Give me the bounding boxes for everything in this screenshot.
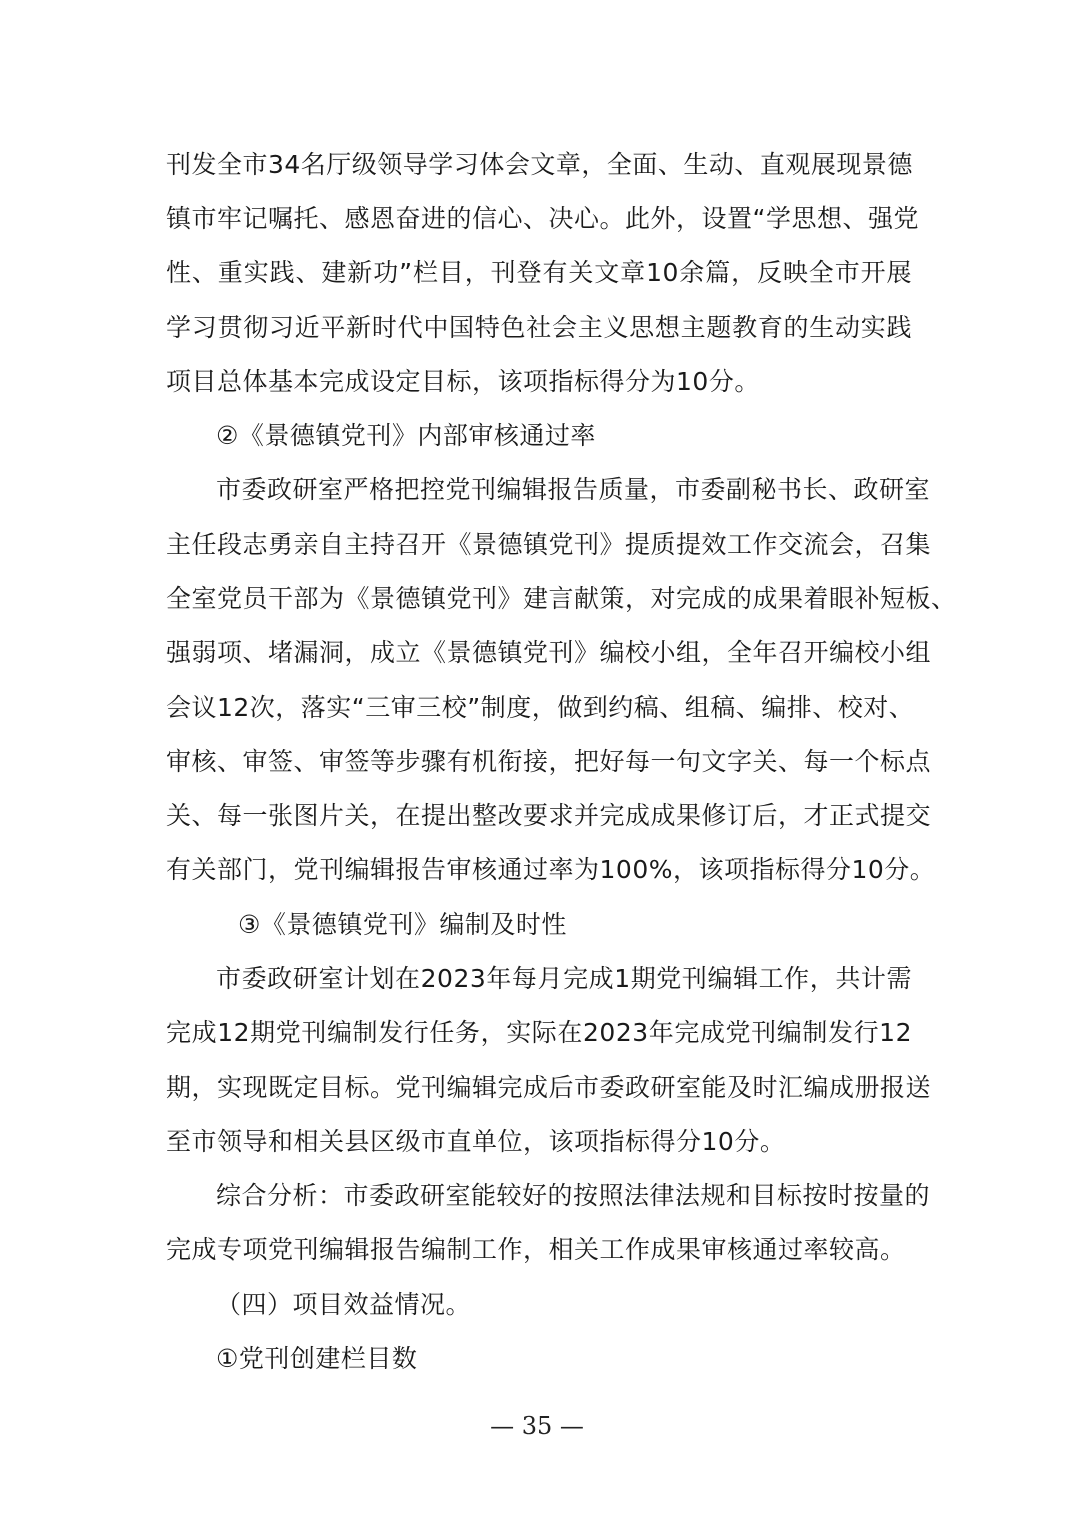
- subsection-heading: ③《景德镇党刊》编制及时性: [238, 910, 567, 939]
- page-number: — 35 —: [490, 1412, 584, 1440]
- body-text-line: 市委政研室严格把控党刊编辑报告质量，市委副秘书长、政研室: [216, 475, 931, 504]
- body-text-line: 强弱项、堵漏洞，成立《景德镇党刊》编校小组，全年召开编校小组: [166, 638, 932, 667]
- summary-text-line: 综合分析：市委政研室能较好的按照法律法规和目标按时按量的: [216, 1181, 931, 1210]
- body-text-line: 性、重实践、建新功”栏目，刊登有关文章10余篇，反映全市开展: [166, 258, 913, 287]
- body-text-line: 会议12次，落实“三审三校”制度，做到约稿、组稿、编排、校对、: [166, 693, 915, 722]
- body-text-line: 关、每一张图片关，在提出整改要求并完成成果修订后，才正式提交: [166, 801, 932, 830]
- subsection-heading: ②《景德镇党刊》内部审核通过率: [216, 421, 596, 450]
- body-text-line: 镇市牢记嘱托、感恩奋进的信心、决心。此外，设置“学思想、强党: [166, 204, 919, 233]
- section-heading: （四）项目效益情况。: [216, 1290, 472, 1319]
- body-text-line: 全室党员干部为《景德镇党刊》建言献策，对完成的成果着眼补短板、: [166, 584, 957, 613]
- body-text-line: 期，实现既定目标。党刊编辑完成后市委政研室能及时汇编成册报送: [166, 1073, 932, 1102]
- summary-text-line: 完成专项党刊编辑报告编制工作，相关工作成果审核通过率较高。: [166, 1235, 906, 1264]
- subsection-heading: ①党刊创建栏目数: [216, 1344, 418, 1373]
- body-text-line: 学习贯彻习近平新时代中国特色社会主义思想主题教育的生动实践: [166, 313, 912, 342]
- body-text-line: 至市领导和相关县区级市直单位，该项指标得分10分。: [166, 1127, 786, 1156]
- body-text-line: 有关部门，党刊编辑报告审核通过率为100%，该项指标得分10分。: [166, 855, 936, 884]
- body-text-line: 完成12期党刊编制发行任务，实际在2023年完成党刊编制发行12: [166, 1018, 912, 1047]
- body-text-line: 主任段志勇亲自主持召开《景德镇党刊》提质提效工作交流会，召集: [166, 530, 932, 559]
- body-text-line: 项目总体基本完成设定目标，该项指标得分为10分。: [166, 367, 760, 396]
- body-text-line: 刊发全市34名厅级领导学习体会文章，全面、生动、直观展现景德: [166, 150, 913, 179]
- body-text-line: 市委政研室计划在2023年每月完成1期党刊编辑工作，共计需: [216, 964, 912, 993]
- body-text-line: 审核、审签、审签等步骤有机衔接，把好每一句文字关、每一个标点: [166, 747, 932, 776]
